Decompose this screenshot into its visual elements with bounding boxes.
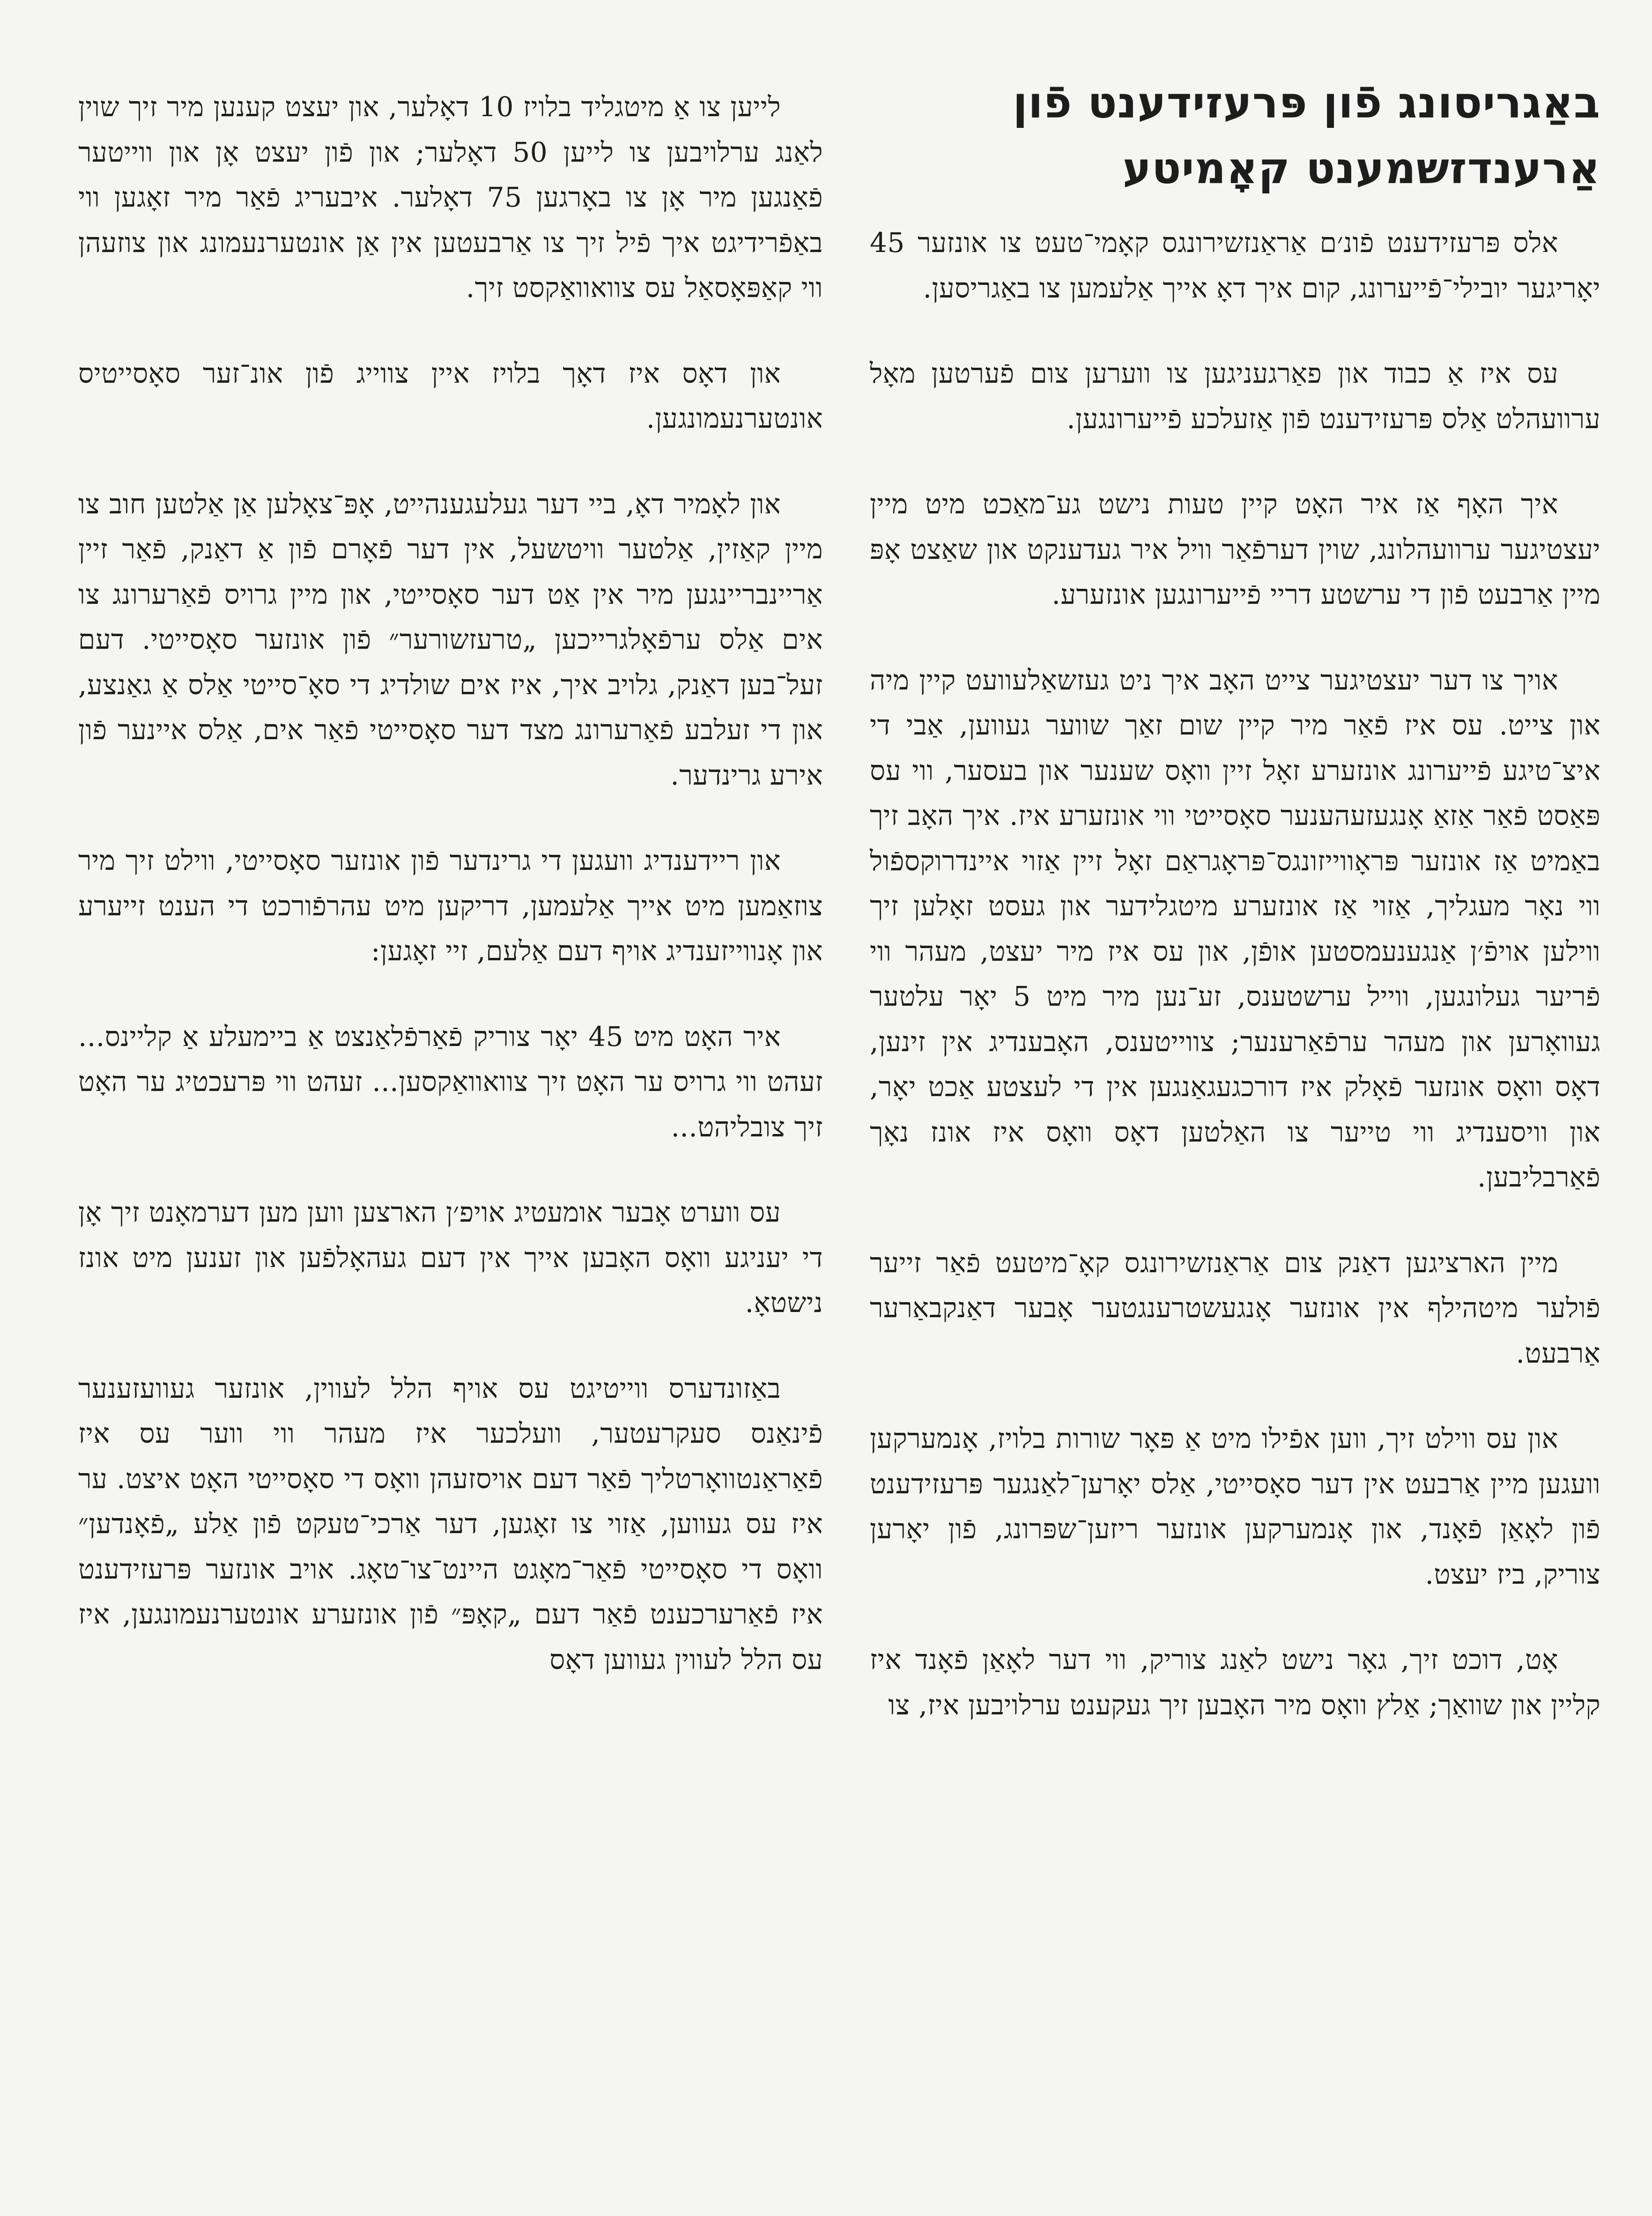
paragraph: איך האָף אַז איר האָט קיין טעות נישט גע־מאַכט מיט מיין יעצטיגער ערוועהלונג, שוין דערפֿאַר וויל איר געדענקט און שאַצט אָפּ מיין אַרבעט פֿון די ערשטע דריי פֿייערונגען אונזערע. (870, 488, 1600, 610)
paragraph: און ריידענדיג וועגען די גרינדער פֿון אונזער סאָסייטי, ווילט זיך מיר צוזאַמען מיט אייך אַלעמען, דריקען מיט עהרפֿורכט די הענט זייערע און אָנווייזענדיג אויף דעם אַלעם, זיי זאָגען: (78, 845, 823, 967)
paragraph: עס ווערט אָבער אומעטיג אויפ׳ן הארצען ווען מען דערמאָנט זיך אָן די יעניגע וואָס האָבען אייך אין דעם געהאָלפֿען און זענען מיט אונז נישטאָ. (78, 1196, 823, 1319)
paragraph: עס איז אַ כבוד און פאַרגעניגען צו ווערען צום פֿערטען מאָל ערוועהלט אַלס פּרעזידענט פֿון אַזעלכע פֿייערונגען. (870, 357, 1600, 435)
paragraph: אויך צו דער יעצטיגער צייט האָב איך ניט געזשאַלעוועט קיין מיה און צייט. עס איז פֿאַר מיר קיין שום זאַך שווער געווען, אַבי די איצ־טיגע פֿייערונג אונזערע זאָל זיין וואָס שענער און בעסער, ווי עס פּאַסט פֿאַר אַזאַ אָנגעזעהענער סאָסייטי ווי אונזערע איז. איך האָב זיך באַמיט אַז אונזער פּראָווייזונגס־פּראָגראַם זאָל זיין אַזוי איינדרוקספֿול ווי נאָר מעגליך, אַזוי אַז אונזערע מיטגלידער און געסט זאָלען זיך ווילען אויפֿ׳ן אַנגענעמסטען אופֿן, און עס איז מיר יעצט, מעהר ווי פֿריער געלונגען, ווייל ערשטענס, זע־נען מיר מיט 5 יאָר עלטער געוואָרען און מעהר ערפֿאַרענער; צווייטענס, האָבענדיג אין זינען, דאָס וואָס אונזער פֿאָלק איז דורכגעגאַנגען אין די לעצטע אַכט יאָר, און וויסענדיג ווי טייער צו האַלטען דאָס וואָס איז אונז נאָך פֿאַרבליבען. (870, 664, 1601, 1193)
paragraph: און דאָס איז דאָך בלויז איין צווייג פֿון אונ־זער סאָסייטיס אונטערנעמונגען. (78, 357, 823, 434)
article-headline: באַגריסונג פֿון פּרעזידענט פֿון אַרענדזשמענט קאָמיטע (1013, 78, 1600, 193)
paragraph: איר האָט מיט 45 יאָר צוריק פֿאַרפֿלאַנצט אַ ביימעלע אַ קליינס... זעהט ווי גרויס ער האָט זיך צוואוואַקסען... זעהט ווי פּרעכטיג ער האָט זיך צובליהט... (78, 1020, 823, 1143)
paragraph: אָט, דוכט זיך, גאָר נישט לאַנג צוריק, ווי דער לאָאַן פֿאָנד איז קליין און שוואַך; אַלץ וואָס מיר האָבען זיך געקענט ערלויבען איז, צו (870, 1644, 1600, 1721)
left-column (78, 84, 823, 1682)
right-column (870, 70, 1600, 1727)
paragraph: און לאָמיר דאָ, ביי דער געלעגענהייט, אָפּ־צאָלען אַן אַלטען חוב צו מיין קאַזין, אַלטער וויטשעל, אין דער פֿאָרם פֿון אַ דאַנק, פֿאַר זיין אַריינבריינגען מיר אין אַט דער סאָסייטי, און מיין גרויס פֿאַרערונג צו אים אַלס ערפֿאָלגרייכען „טרעזשורער״ פֿון אונזער סאָסייטי. דעם זעל־בען דאַנק, גלויב איך, איז אים שולדיג די סאָ־סייטי אַלס אַ גאַנצע, און די זעלבע פֿאַרערונג מצד דער סאָסייטי פֿאַר אים, אַלס איינער פֿון אירע גרינדער. (78, 488, 823, 791)
paragraph: מיין הארציגען דאַנק צום אַראַנזשירונגס קאָ־מיטעט פֿאַר זייער פֿולער מיטהילף אין אונזער אָנגעשטרענגטער אָבער דאַנקבאַרער אַרבעט. (870, 1246, 1600, 1369)
paragraph: אלס פּרעזידענט פֿונ׳ם אַראַנזשירונגס קאָמי־טעט צו אונזער 45 יאָריגער יובילי־פֿייערונג, קום איך דאָ אייך אַלעמען צו באַגריסען. (870, 227, 1600, 304)
paragraph: לייען צו אַ מיטגליד בלויז 10 דאָלער, און יעצט קענען מיר זיך שוין לאַנג ערלויבען צו לייען 50 דאָלער; און פֿון יעצט אָן און ווייטער פֿאַנגען מיר אָן צו באָרגען 75 דאָלער. איבעריג פֿאַר מיר זאָגען ווי באַפֿרידיגט איך פֿיל זיך צו אַרבעטען אין אַן אונטערנעמונג און צוזעהן ווי קאַפּאָסאַל עס צוואוואַקסט זיך. (78, 91, 823, 304)
paragraph: באַזונדערס ווייטיגט עס אויף הלל לעווין, אונזער געוועזענער פֿינאַנס סעקרעטער, וועלכער איז מעהר ווי ווער עס איז פֿאַראַנטוואָרטליך פֿאַר דעם אויסזעהן וואָס די סאָסייטי האָט איצט. ער איז עס געווען, אַזוי צו זאָגען, דער אַרכי־טעקט פֿון אַלע „פֿאָנדען״ וואָס די סאָסייטי פֿאַר־מאָגט היינט־צו־טאָג. אויב אונזער פּרעזידענט איז פֿאַרערכענט פֿאַר דעם „קאָפּ״ פֿון אונזערע אונטערנעמונגען, איז עס הלל לעווין געווען דאָס (78, 1372, 823, 1675)
paragraph: און עס ווילט זיך, ווען אפֿילו מיט אַ פּאָר שורות בלויז, אָנמערקען וועגען מיין אַרבעט אין דער סאָסייטי, אַלס יאָרען־לאַנגער פּרעזידענט פֿון לאָאַן פֿאָנד, און אָנמערקען אונזער ריזען־שפּרונג, פֿון יאָרען צוריק, ביז יעצט. (870, 1423, 1600, 1590)
